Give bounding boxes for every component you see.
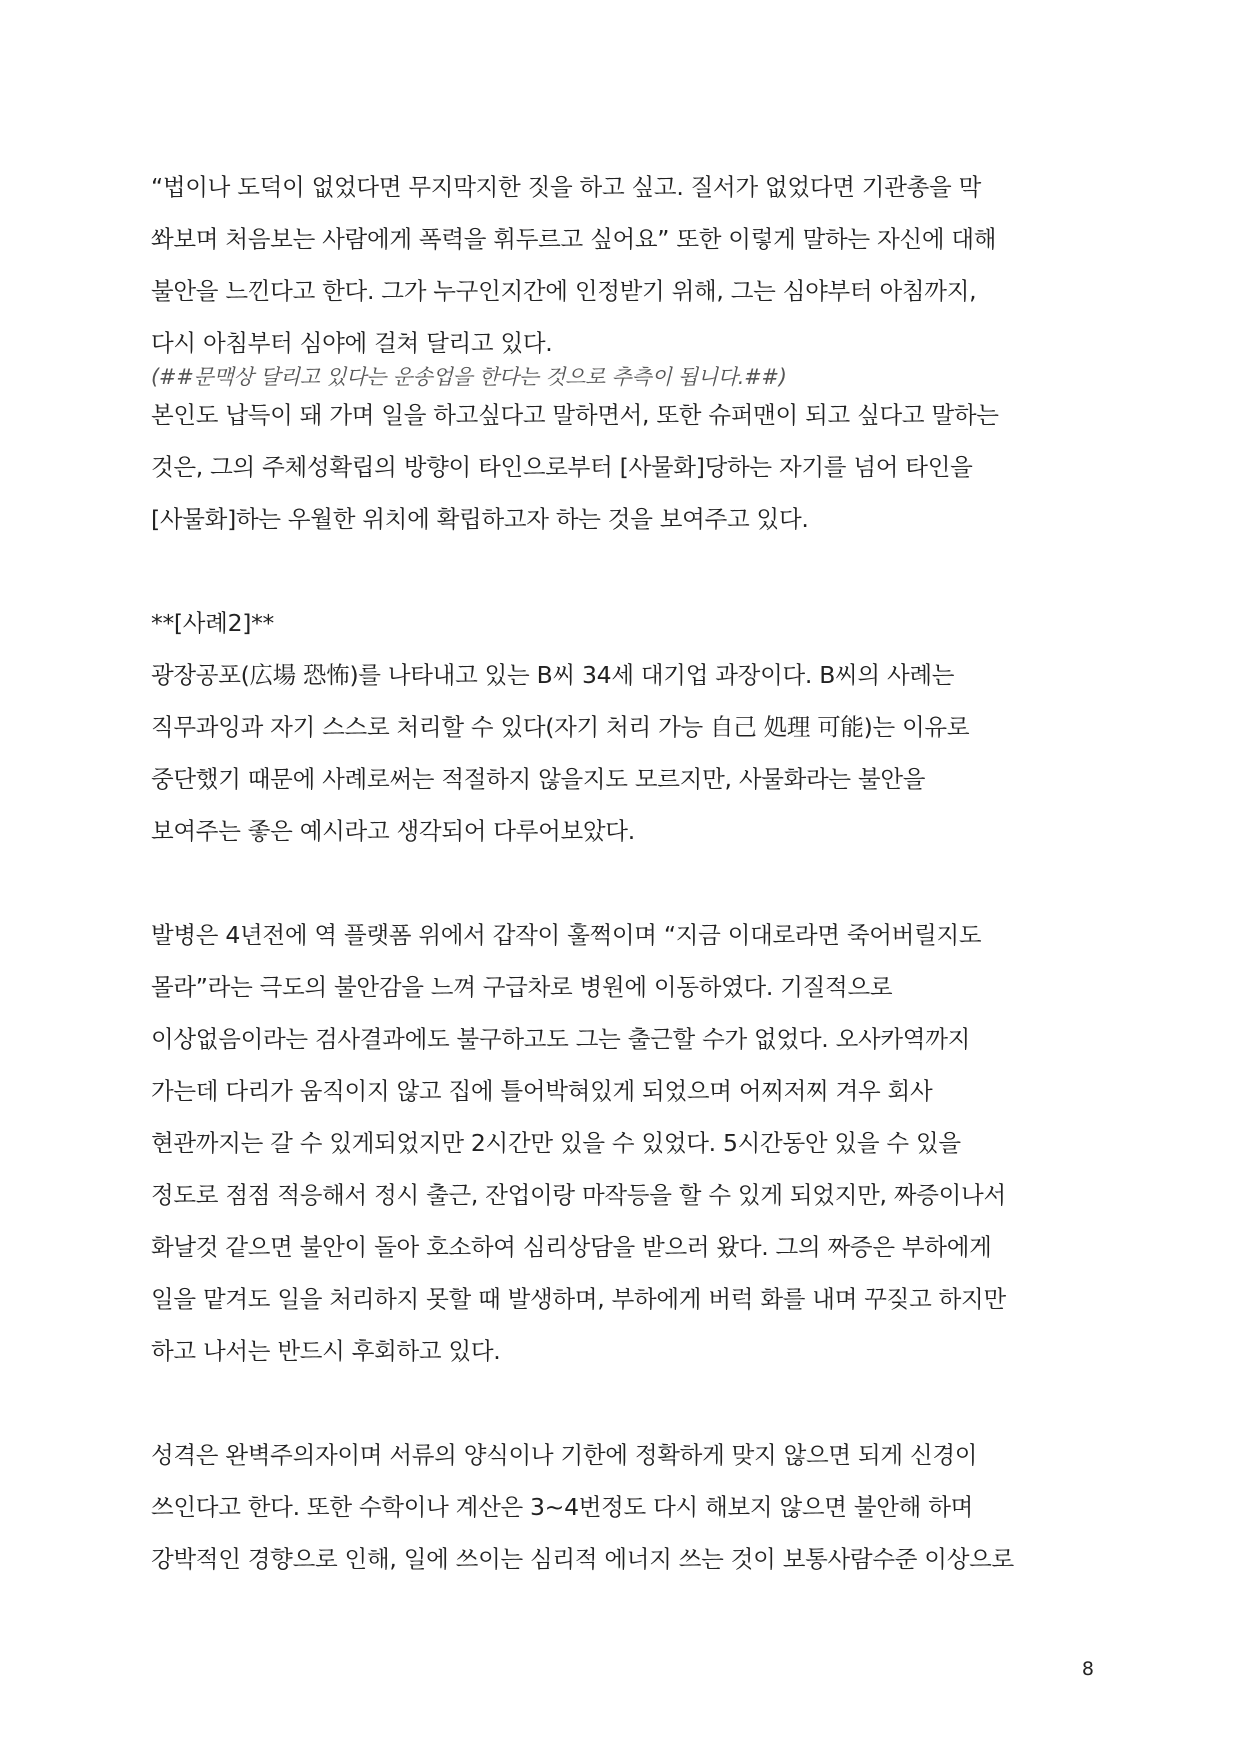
- text-line: 화날것 같으면 불안이 돌아 호소하여 심리상담을 받으러 왔다. 그의 짜증은 부하에게: [151, 1233, 992, 1261]
- text-line: 이상없음이라는 검사결과에도 불구하고도 그는 출근할 수가 없었다. 오사카역까지: [151, 1025, 970, 1053]
- text-line: [사물화]하는 우월한 위치에 확립하고자 하는 것을 보여주고 있다.: [151, 505, 809, 533]
- text-line: 강박적인 경향으로 인해, 일에 쓰이는 심리적 에너지 쓰는 것이 보통사람수준 이상으로: [151, 1545, 1014, 1573]
- text-line: 광장공포(広場 恐怖)를 나타내고 있는 B씨 34세 대기업 과장이다. B씨의 사례는: [151, 661, 955, 689]
- text-line: 가는데 다리가 움직이지 않고 집에 틀어박혀있게 되었으며 어찌저찌 겨우 회사: [151, 1077, 933, 1105]
- text-line: 몰라”라는 극도의 불안감을 느껴 구급차로 병원에 이동하였다. 기질적으로: [151, 973, 893, 1001]
- text-line: 하고 나서는 반드시 후회하고 있다.: [151, 1337, 501, 1365]
- paragraph-personality: [151, 1429, 1091, 1585]
- paragraph-onset: [151, 909, 1091, 1377]
- text-line: 다시 아침부터 심야에 걸쳐 달리고 있다.: [151, 329, 553, 357]
- case-2-section: [151, 597, 1091, 857]
- paragraph-spacer: [151, 545, 1091, 597]
- text-line: 보여주는 좋은 예시라고 생각되어 다루어보았다.: [151, 817, 635, 845]
- page-number: 8: [1081, 1658, 1094, 1680]
- text-line: 발병은 4년전에 역 플랫폼 위에서 갑작이 훌쩍이며 “지금 이대로라면 죽어버릴지도: [151, 921, 982, 949]
- paragraph-spacer: [151, 857, 1091, 909]
- text-line: 직무과잉과 자기 스스로 처리할 수 있다(자기 처리 가능 自己 処理 可能)는 이유로: [151, 713, 970, 741]
- text-line: 본인도 납득이 돼 가며 일을 하고싶다고 말하면서, 또한 슈퍼맨이 되고 싶다고 말하는: [151, 401, 999, 429]
- text-line: 불안을 느낀다고 한다. 그가 누구인지간에 인정받기 위해, 그는 심야부터 아침까지,: [151, 277, 977, 305]
- text-line: 정도로 점점 적응해서 정시 출근, 잔업이랑 마작등을 할 수 있게 되었지만, 짜증이나서: [151, 1181, 1006, 1209]
- text-line: “법이나 도덕이 없었다면 무지막지한 짓을 하고 싶고. 질서가 없었다면 기관총을 막: [151, 173, 981, 201]
- case-heading: **[사례2]**: [151, 609, 274, 637]
- paragraph-spacer: [151, 1377, 1091, 1429]
- text-line: 중단했기 때문에 사례로써는 적절하지 않을지도 모르지만, 사물화라는 불안을: [151, 765, 926, 793]
- document-body: [151, 161, 1091, 1585]
- text-line: 현관까지는 갈 수 있게되었지만 2시간만 있을 수 있었다. 5시간동안 있을 수 있을: [151, 1129, 961, 1157]
- text-line: 성격은 완벽주의자이며 서류의 양식이나 기한에 정확하게 맞지 않으면 되게 신경이: [151, 1441, 978, 1469]
- paragraph-quote: [151, 161, 1091, 545]
- text-line: 일을 맡겨도 일을 처리하지 못할 때 발생하며, 부하에게 버럭 화를 내며 꾸짖고 하지만: [151, 1285, 1006, 1313]
- text-line: 것은, 그의 주체성확립의 방향이 타인으로부터 [사물화]당하는 자기를 넘어 타인을: [151, 453, 973, 481]
- text-line: 쏴보며 처음보는 사람에게 폭력을 휘두르고 싶어요” 또한 이렇게 말하는 자신에 대해: [151, 225, 997, 253]
- text-line: 쓰인다고 한다. 또한 수학이나 계산은 3~4번정도 다시 해보지 않으면 불안해 하며: [151, 1493, 973, 1521]
- translator-note: (##문맥상 달리고 있다는 운송업을 한다는 것으로 추측이 됩니다.##): [151, 365, 787, 389]
